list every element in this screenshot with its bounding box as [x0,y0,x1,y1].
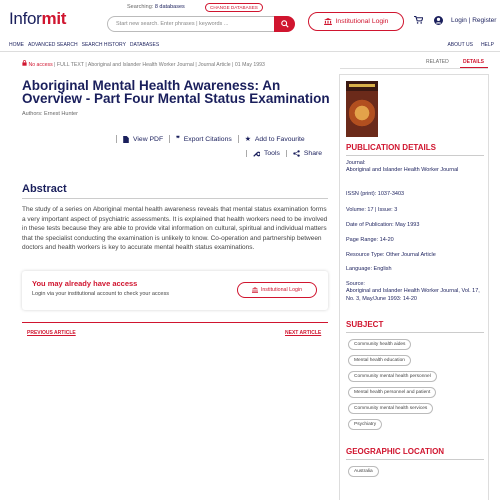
publication-details-divider [346,155,484,156]
subject-chip[interactable]: Community mental health personnel [348,371,437,382]
tab-details-active-indicator [460,67,488,68]
share-button[interactable] [286,150,328,157]
previous-article-link[interactable]: PREVIOUS ARTICLE [27,330,76,336]
search-icon [281,20,289,28]
publication-date-value: Date of Publication: May 1993 [346,222,420,228]
nav-databases[interactable]: DATABASES [129,42,160,48]
geographic-location-heading: GEOGRAPHIC LOCATION [346,447,445,456]
location-chip[interactable]: Australia [348,466,379,477]
no-access-label: No access [28,62,53,68]
page-range-value: Page Range: 14-20 [346,237,394,243]
share-icon [293,150,300,157]
databases-count: 8 databases [154,4,185,10]
institutional-login-button[interactable] [308,12,404,31]
share-label: Share [303,150,323,157]
informit-logo[interactable] [9,9,66,29]
article-actions-row-2 [246,150,328,157]
publication-details-heading: PUBLICATION DETAILS [346,143,436,152]
subject-heading: SUBJECT [346,320,384,329]
search-input[interactable]: Start new search. Enter phrases | keywords ... [107,16,275,32]
card-institutional-login-button[interactable] [237,282,317,298]
subject-chip[interactable]: Psychiatry [348,419,382,430]
language-value: Language: English [346,266,392,272]
nav-search-history[interactable]: SEARCH HISTORY [81,42,126,48]
star-icon: ★ [244,136,251,143]
nav-home[interactable]: HOME [9,42,24,48]
searching-label: Searching: [127,4,154,10]
details-sidebar [339,74,489,500]
add-to-favourite-button[interactable] [238,135,311,143]
cart-icon[interactable] [414,16,423,24]
next-article-link[interactable]: NEXT ARTICLE [285,330,322,336]
abstract-text: The study of a series on Aboriginal mental health awareness reveals that mental status examination forms a very important aspect of psychiatric assessments. It is explained that health workers need to be involved in these tests because they are able to provide vital information on cultural, spiritual and individual matters that the specialist conducting the examination is unlikely to know. Co-operation and partnership between doctors and health workers is key to accurate mental health status examinations. [22,206,328,252]
tools-button[interactable] [246,150,286,157]
no-access-badge [22,62,53,68]
abstract-heading: Abstract [22,183,67,195]
journal-cover-image [346,81,378,137]
subject-chip[interactable]: Mental health education [348,355,411,366]
nav-help[interactable]: HELP [480,42,494,48]
access-heading: You may already have access [32,279,138,288]
subject-chip[interactable]: Mental health personnel and patient [348,387,436,398]
access-subtext: Login via your institutional account to check your access [32,291,169,297]
nav-right [447,42,494,48]
nav-about-us[interactable]: ABOUT US [447,42,473,48]
subject-chip[interactable]: Community health aides [348,339,411,350]
view-pdf-label: View PDF [133,135,164,143]
add-to-favourite-label: Add to Favourite [254,135,305,143]
source-value: Aboriginal and Islander Health Worker Journal, Vol. 17, No. 3, May/June 1993: 14-20 [346,288,480,302]
institutional-login-label: Institutional Login [335,18,389,25]
export-citations-label: Export Citations [183,135,232,143]
article-authors: Authors: Ernest Hunter [22,111,78,117]
subject-chip[interactable]: Community mental health services [348,403,433,414]
abstract-divider [22,198,328,199]
article-title: Aboriginal Mental Health Awareness: An Overview - Part Four Mental Status Examination [22,78,330,106]
pager-divider [22,322,328,323]
tab-details[interactable]: DETAILS [463,59,485,65]
search-button[interactable] [274,16,295,32]
article-actions-row-1 [116,135,311,143]
tools-label: Tools [264,150,280,157]
volume-issue-value: Volume: 17 | Issue: 3 [346,207,398,213]
journal-value: Aboriginal and Islander Health Worker Journal [346,167,459,173]
subject-divider [346,332,484,333]
geographic-location-divider [346,459,484,460]
main-nav [0,40,500,52]
document-icon [123,136,129,143]
access-card [22,271,328,310]
wrench-icon [253,150,260,157]
searching-databases-label [127,4,185,10]
cover-title-bar [349,84,375,87]
article-meta-text: | FULL TEXT | Aboriginal and Islander Health Worker Journal | Journal Article | 01 May 1993 [54,62,265,68]
card-institutional-login-label: Institutional Login [260,287,303,293]
nav-left [9,42,159,48]
institution-icon [252,287,258,293]
journal-label: Journal: [346,160,366,166]
institution-icon [324,18,332,25]
view-pdf-button[interactable] [116,135,169,143]
cover-artwork [349,93,375,133]
issn-value: ISSN (print): 1037-3403 [346,191,405,197]
quote-icon: ❞ [176,136,180,143]
user-icon[interactable] [434,16,443,25]
site-header [0,0,500,38]
article-meta [22,60,332,69]
change-databases-button[interactable]: CHANGE DATABASES [205,3,263,12]
export-citations-button[interactable] [169,135,238,143]
logo-text-main: Infor [9,9,42,28]
source-label: Source: [346,281,365,287]
resource-type-value: Resource Type: Other Journal Article [346,252,436,258]
lock-icon [22,60,27,66]
nav-advanced-search[interactable]: ADVANCED SEARCH [28,42,78,48]
logo-text-accent: mit [41,9,67,28]
cover-title-band [346,81,378,91]
tab-related[interactable]: RELATED [426,59,449,65]
login-register-link[interactable]: Login | Register [451,17,497,24]
